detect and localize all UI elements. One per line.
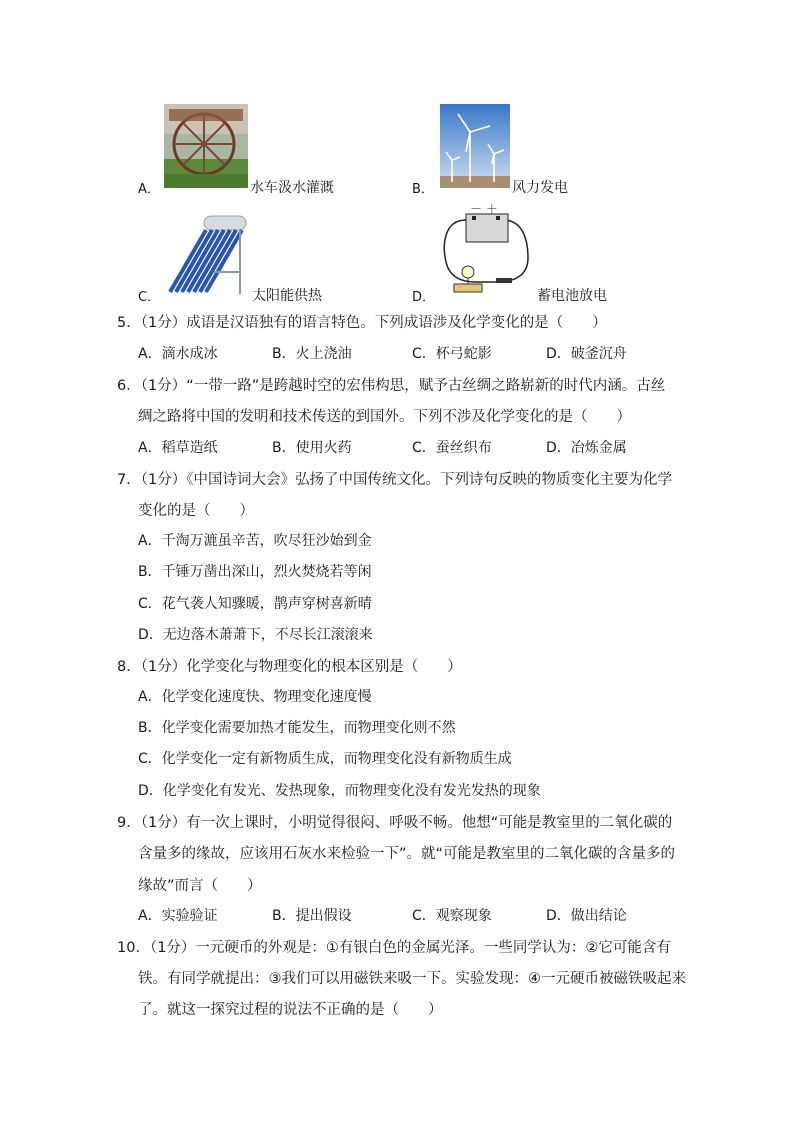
q6-option-d: D．冶炼金属 (546, 440, 627, 456)
q6-stem-line-2: 绸之路将中国的发明和技术传送的到国外。下列不涉及化学变化的是（ ） (138, 409, 631, 425)
q9-stem-line-2: 含量多的缘故，应该用石灰水来检验一下”。就“可能是教室里的二氧化碳的含量多的 (138, 846, 676, 862)
q7-option-a: A．千淘万漉虽辛苦，吹尽狂沙始到金 (138, 533, 372, 549)
q10-stem-line-3: 了。就这一探究过程的说法不正确的是（ ） (138, 1002, 443, 1018)
q6-stem-line-1: 6．（1分）“一带一路”是跨越时空的宏伟构思，赋予古丝绸之路崭新的时代内涵。古丝 (117, 378, 666, 394)
battery-terminal-signs: － ＋ (470, 202, 498, 216)
q5-stem: 5．（1分）成语是汉语独有的语言特色。下列成语涉及化学变化的是（ ） (117, 315, 607, 331)
q9-option-d: D．做出结论 (546, 908, 627, 924)
q7-option-c: C．花气袭人知骤暖，鹊声穿树喜新晴 (138, 596, 372, 612)
q9-option-c: C．观察现象 (412, 908, 492, 924)
option-d-caption: 蓄电池放电 (537, 288, 607, 304)
q9-stem-line-3: 缘故”而言（ ） (138, 878, 262, 894)
option-a-caption: 水车汲水灌溉 (250, 180, 334, 196)
option-d-letter: D． (412, 290, 436, 305)
q9-option-a: A．实验验证 (138, 908, 218, 924)
option-b-caption: 风力发电 (512, 180, 568, 196)
q6-option-c: C．蚕丝织布 (412, 440, 492, 456)
q5-option-a: A．滴水成冰 (138, 346, 218, 362)
q5-option-b: B．火上浇油 (272, 346, 352, 362)
solar-water-heater-image (164, 212, 248, 296)
battery-circuit-diagram (436, 200, 536, 296)
option-a-letter: A． (138, 182, 160, 197)
q8-option-b: B．化学变化需要加热才能发生，而物理变化则不然 (138, 720, 456, 736)
q7-option-b: B．千锤万凿出深山，烈火焚烧若等闲 (138, 564, 372, 580)
q8-option-d: D．化学变化有发光、发热现象，而物理变化没有发光发热的现象 (138, 783, 541, 799)
q6-option-a: A．稻草造纸 (138, 440, 218, 456)
q9-option-b: B．提出假设 (272, 908, 352, 924)
waterwheel-image (164, 104, 248, 188)
q8-stem: 8．（1分）化学变化与物理变化的根本区别是（ ） (117, 659, 462, 675)
q7-stem-line-1: 7．（1分）《中国诗词大会》弘扬了中国传统文化。下列诗句反映的物质变化主要为化学 (117, 472, 672, 488)
q6-option-b: B．使用火药 (272, 440, 352, 456)
q7-stem-line-2: 变化的是（ ） (138, 503, 254, 519)
q9-stem-line-1: 9．（1分）有一次上课时，小明觉得很闷、呼吸不畅。他想“可能是教室里的二氧化碳的 (117, 815, 673, 831)
q10-stem-line-2: 铁。有同学就提出：③我们可以用磁铁来吸一下。实验发现：④一元硬币被磁铁吸起来 (138, 971, 686, 987)
q8-option-a: A．化学变化速度快、物理变化速度慢 (138, 689, 372, 705)
q5-option-d: D．破釜沉舟 (546, 346, 627, 362)
q5-option-c: C．杯弓蛇影 (412, 346, 492, 362)
option-b-letter: B． (412, 182, 434, 197)
q8-option-c: C．化学变化一定有新物质生成，而物理变化没有新物质生成 (138, 751, 512, 767)
option-c-letter: C． (138, 290, 161, 305)
option-c-caption: 太阳能供热 (252, 288, 322, 304)
wind-turbine-image (440, 104, 510, 188)
q10-stem-line-1: 10．（1分）一元硬币的外观是：①有银白色的金属光泽。一些同学认为：②它可能含有 (117, 940, 671, 956)
q7-option-d: D．无边落木萧萧下，不尽长江滚滚来 (138, 627, 373, 643)
